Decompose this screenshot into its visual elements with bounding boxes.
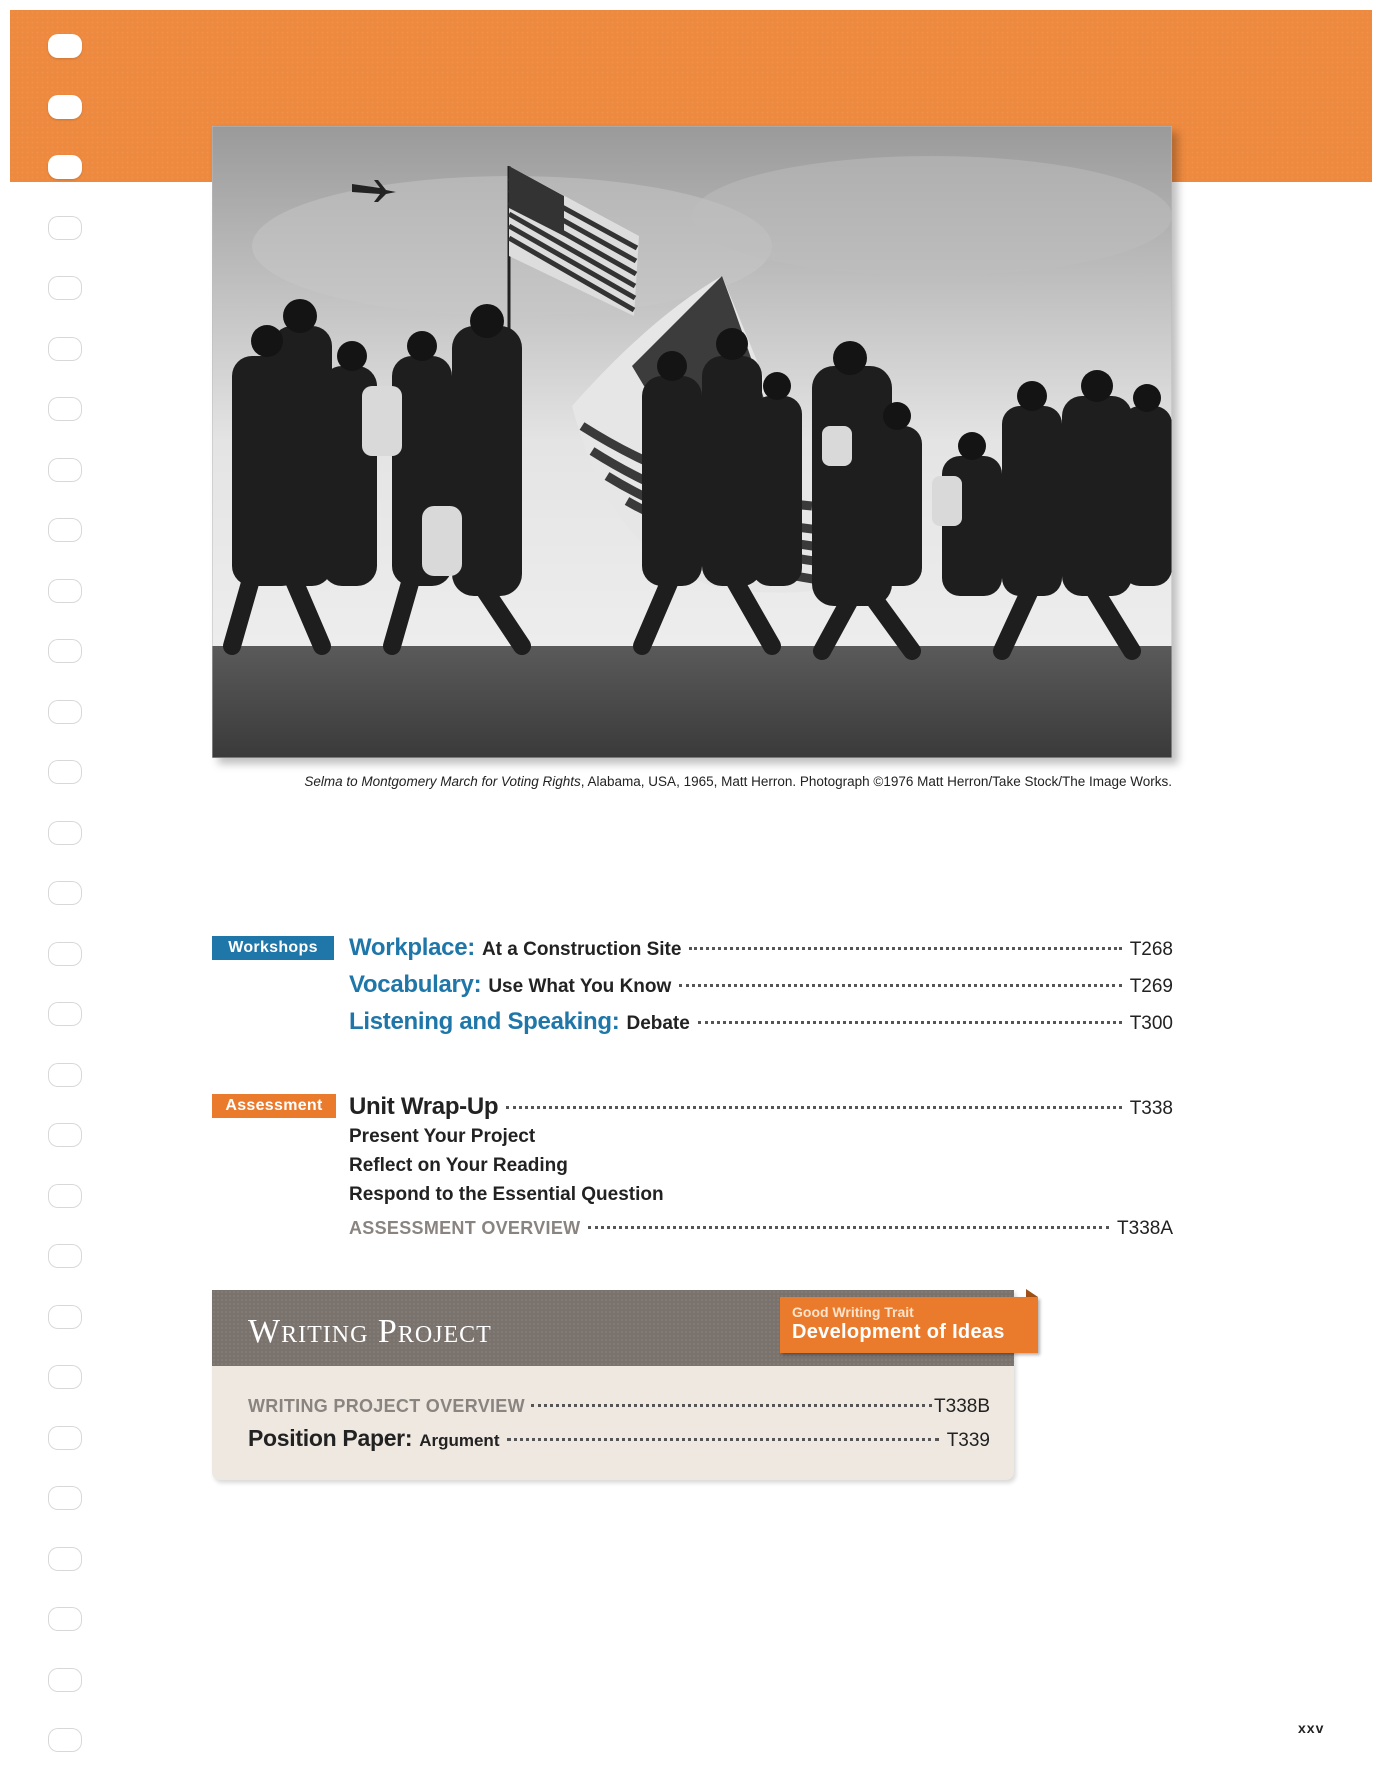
trait-label: Good Writing Trait (792, 1304, 914, 1320)
listening-speaking-subtitle: Debate (626, 1013, 690, 1034)
binding-ring (48, 700, 82, 724)
binding-ring (48, 276, 82, 300)
binding-ring (48, 34, 82, 58)
binding-ring (48, 1123, 82, 1147)
binding-ring (48, 579, 82, 603)
assessment-overview-heading: ASSESSMENT OVERVIEW (349, 1218, 581, 1238)
dot-leader (507, 1438, 938, 1441)
vocabulary-page: T269 (1129, 976, 1173, 997)
vocabulary-heading: Vocabulary: (349, 971, 482, 998)
binding-ring (48, 1426, 82, 1450)
trait-name: Development of Ideas (792, 1321, 1005, 1343)
workshops-tag: Workshops (212, 936, 334, 960)
binding-ring (48, 518, 82, 542)
workplace-subtitle: At a Construction Site (481, 939, 682, 960)
toc-row-position-paper[interactable] (248, 1425, 990, 1455)
binding-ring (48, 1668, 82, 1692)
writing-overview-page: T338B (934, 1396, 990, 1417)
good-writing-trait-box (780, 1297, 1038, 1353)
dot-leader (679, 984, 1121, 987)
workplace-heading: Workplace: (349, 934, 475, 961)
binding-ring (48, 1244, 82, 1268)
position-paper-page: T339 (946, 1430, 990, 1451)
page-number: xxv (1298, 1720, 1325, 1736)
binding-ring (48, 1002, 82, 1026)
toc-row-writing-project-overview[interactable] (248, 1396, 990, 1426)
unit-wrap-up-heading: Unit Wrap-Up (349, 1093, 499, 1120)
position-paper-heading: Position Paper: (248, 1425, 413, 1451)
dot-leader (531, 1404, 932, 1407)
caption-credit: , Alabama, USA, 1965, Matt Herron. Photograph ©1976 Matt Herron/Take Stock/The Image Works. (580, 774, 1172, 789)
binding-ring (48, 942, 82, 966)
binding-ring (48, 1486, 82, 1510)
dot-leader (506, 1106, 1121, 1109)
listening-speaking-heading: Listening and Speaking: (349, 1008, 620, 1035)
binding-ring (48, 1063, 82, 1087)
listening-speaking-page: T300 (1129, 1013, 1173, 1034)
workplace-page: T268 (1129, 939, 1173, 960)
writing-overview-heading: WRITING PROJECT OVERVIEW (248, 1396, 525, 1416)
assessment-tag: Assessment (212, 1094, 336, 1118)
toc-row-unit-wrap-up[interactable] (349, 1093, 1173, 1125)
vocabulary-subtitle: Use What You Know (488, 976, 672, 997)
binding-ring (48, 821, 82, 845)
binding-ring (48, 95, 82, 119)
binding-ring (48, 881, 82, 905)
dot-leader (698, 1021, 1122, 1024)
binding-ring (48, 1184, 82, 1208)
binding-ring (48, 1607, 82, 1631)
binding-ring (48, 458, 82, 482)
reflect-reading-line: Reflect on Your Reading (349, 1155, 568, 1176)
dot-leader (689, 947, 1121, 950)
binding-ring (48, 1728, 82, 1752)
binding-ring (48, 337, 82, 361)
caption-title: Selma to Montgomery March for Voting Rights (304, 774, 581, 789)
toc-row-vocabulary[interactable] (349, 971, 1173, 1003)
toc-row-workplace[interactable] (349, 934, 1173, 966)
binding-ring (48, 1365, 82, 1389)
position-paper-subtitle: Argument (419, 1431, 500, 1450)
toc-row-listening-speaking[interactable] (349, 1008, 1173, 1040)
binding-ring (48, 1547, 82, 1571)
binding-ring (48, 760, 82, 784)
binding-ring (48, 155, 82, 179)
binding-ring (48, 397, 82, 421)
march-photograph (212, 126, 1172, 758)
binding-ring (48, 216, 82, 240)
toc-row-assessment-overview[interactable] (349, 1218, 1173, 1250)
binding-ring (48, 1305, 82, 1329)
dot-leader (588, 1226, 1109, 1229)
textbook-page (10, 10, 1372, 1780)
assessment-overview-page: T338A (1117, 1218, 1173, 1239)
trait-fold (1026, 1289, 1038, 1297)
binding-ring (48, 639, 82, 663)
writing-project-title: Writing Project (248, 1313, 492, 1350)
photo-icon (212, 126, 1172, 758)
present-project-line: Present Your Project (349, 1126, 536, 1147)
unit-wrap-up-page: T338 (1129, 1098, 1173, 1119)
essential-question-line: Respond to the Essential Question (349, 1184, 664, 1205)
photo-caption (212, 772, 1172, 791)
